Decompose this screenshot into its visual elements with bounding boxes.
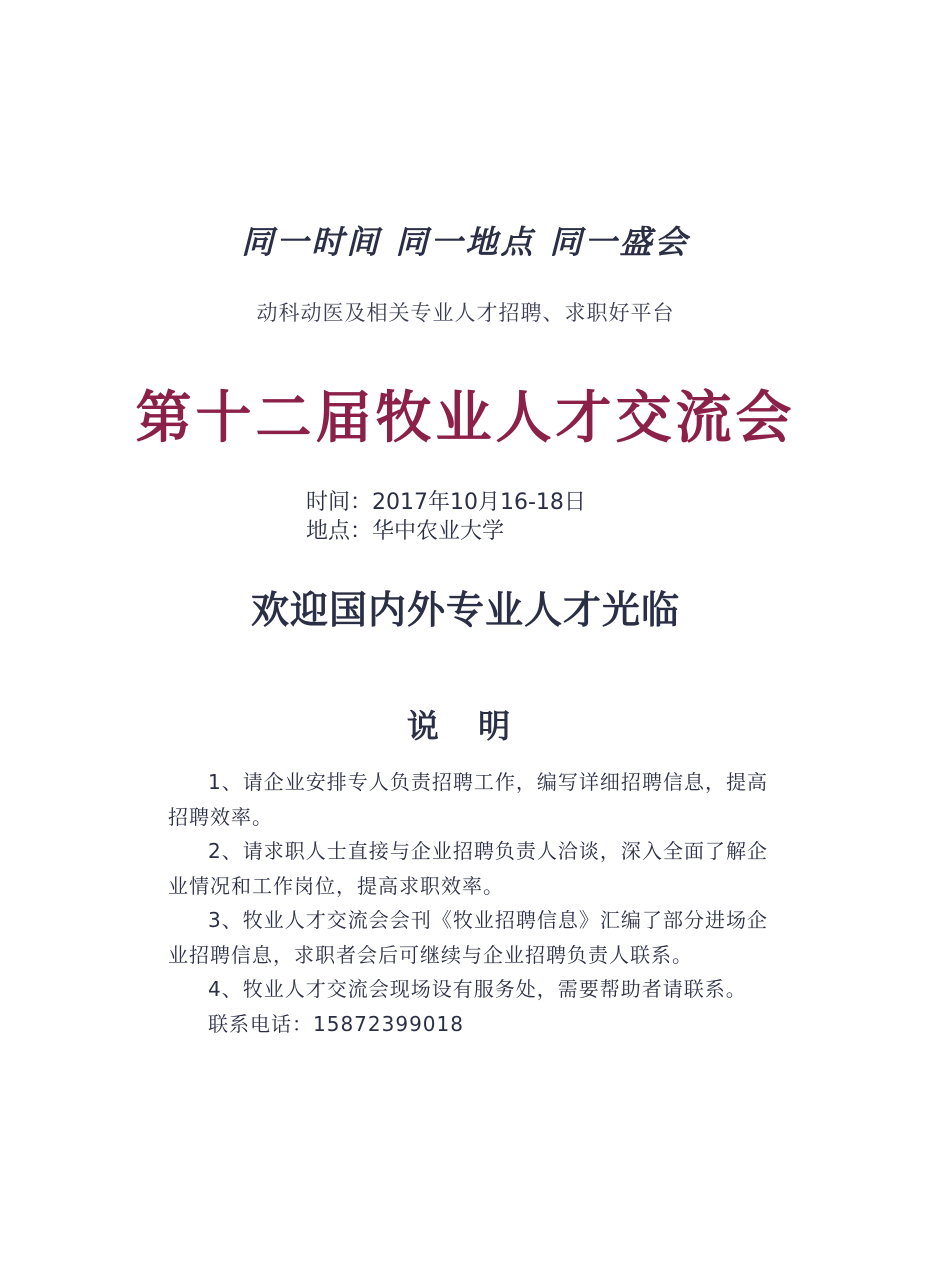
note-item-2: 2、请求职人士直接与企业招聘负责人洽谈，深入全面了解企业情况和工作岗位，提高求职效率。 bbox=[168, 839, 768, 898]
event-time: 时间：2017年10月16-18日 bbox=[306, 490, 586, 515]
subtitle: 动科动医及相关专业人才招聘、求职好平台 bbox=[256, 301, 675, 325]
notes-section bbox=[168, 765, 768, 1041]
note-item-1: 1、请企业安排专人负责招聘工作，编写详细招聘信息，提高招聘效率。 bbox=[168, 770, 768, 829]
note-item-4: 4、牧业人才交流会现场设有服务处，需要帮助者请联系。 bbox=[208, 977, 747, 1001]
contact-phone: 联系电话：15872399018 bbox=[208, 1011, 464, 1036]
notes-heading: 说 明 bbox=[406, 707, 525, 745]
welcome-text: 欢迎国内外专业人才光临 bbox=[250, 587, 680, 632]
page-title: 第十二届牧业人才交流会 bbox=[135, 386, 796, 451]
event-place: 地点：华中农业大学 bbox=[306, 519, 505, 544]
note-item-3: 3、牧业人才交流会会刊《牧业招聘信息》汇编了部分进场企业招聘信息，求职者会后可继续与企业招聘负责人联系。 bbox=[168, 908, 768, 967]
event-info bbox=[306, 488, 586, 546]
slogan: 同一时间 同一地点 同一盛会 bbox=[241, 223, 690, 261]
